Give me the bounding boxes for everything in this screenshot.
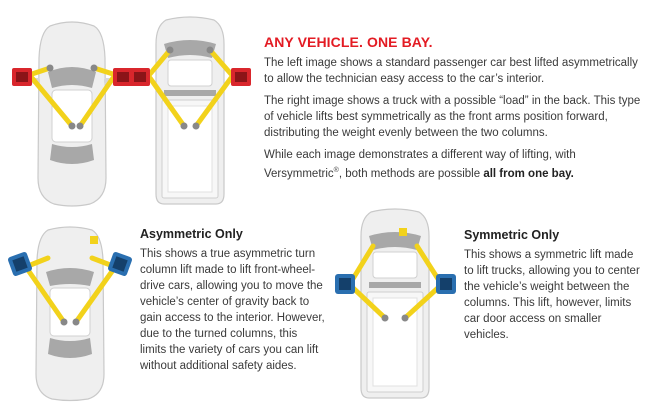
headline: ANY VEHICLE. ONE BAY.: [264, 34, 433, 50]
asymmetric-description: This shows a true asymmetric turn column lift made to lift front-wheel-drive cars, allowing you to move the vehicle’s center of gravity back to gain access to the interior. However, due to the turned columns, this limits the variety of cars you can lift without additional safety aides.: [140, 248, 325, 372]
car-blue-asymmetric-illustration: [8, 224, 133, 402]
symmetric-description: This shows a symmetric lift made to lift trucks, allowing you to center the vehicle’s weight between the columns. This lift, however, limits car door access on smaller vehicles.: [464, 249, 640, 341]
p3-lead: While each image demonstrates a different way of lifting, with Versymmetric: [264, 149, 576, 180]
asymmetric-title: Asymmetric Only: [140, 227, 243, 241]
car-red-lift-illustration: [10, 18, 135, 208]
red-column-left: [12, 68, 32, 86]
p3-mid: , both methods are possible: [338, 167, 484, 180]
truck-red-lift-illustration: [128, 14, 253, 209]
truck-blue-symmetric-illustration: [333, 206, 458, 402]
intro-paragraph-1: The left image shows a standard passenger car best lifted asymmetrically to allow the technician easy access to the car’s interior.: [264, 57, 638, 85]
intro-paragraph-2: The right image shows a truck with a possible “load” in the back. This type of vehicle lifts best symmetrically as the front arms position forward, distributing the weight evenly between the two columns.: [264, 95, 641, 139]
symmetric-title: Symmetric Only: [464, 228, 560, 242]
p3-bold: all from one bay.: [483, 167, 574, 180]
registered-mark: ®: [333, 167, 339, 174]
intro-paragraph-3: [264, 147, 644, 182]
